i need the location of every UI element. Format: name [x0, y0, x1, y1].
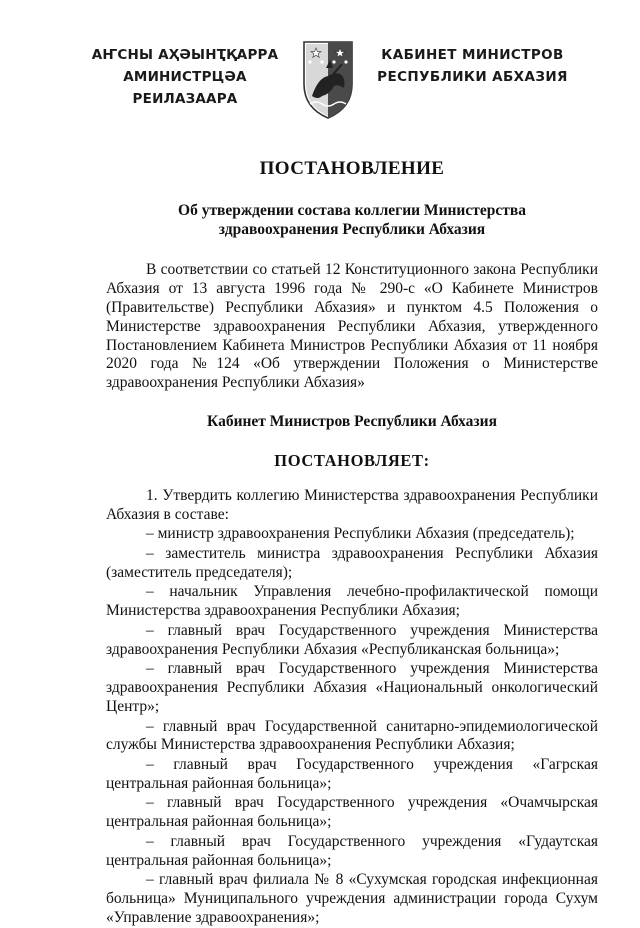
header-abkhaz-title [80, 44, 290, 110]
member-item: – министр здравоохранения Республики Абхазия (председатель); [146, 525, 575, 543]
issuer-heading: Кабинет Министров Республики Абхазия [207, 413, 497, 431]
header-left-line2: АМИНИСТРЦӘА РЕИЛАЗААРА [123, 69, 247, 107]
member-item: – главный врач Государственного учреждения Министерства здравоохранения Республики Абхазия «Республиканская больница»; [106, 621, 598, 658]
subtitle-line1: Об утверждении состава коллегии Министерства [178, 201, 526, 219]
document-subtitle [106, 201, 598, 239]
header-right-line2: РЕСПУБЛИКИ АБХАЗИЯ [377, 69, 568, 85]
member-item: – начальник Управления лечебно-профилактической помощи Министерства здравоохранения Республики Абхазия; [106, 583, 598, 620]
member-item: – главный врач Государственного учреждения «Очамчырская центральная районная больница»; [106, 794, 598, 831]
member-item: – главный врач Государственной санитарно-эпидемиологической службы Министерства здравоохранения Республики Абхазия; [106, 717, 598, 754]
preamble-paragraph: В соответствии со статьей 12 Конституционного закона Республики Абхазия от 13 августа 1996 года № 290-с «О Кабинете Министров (Правительстве) Республики Абхазия» и пунктом 4.5 Положения о Министерстве здравоохранения Республики Абхазия, утвержденного Постановлением Кабинета Министров Республики Абхазия от 11 ноября 2020 года №124 «Об утверждении Положения о Министерстве здравоохранения Республики Абхазия» [106, 260, 598, 392]
document-body [106, 160, 598, 928]
member-item: – главный врач Государственного учреждения Министерства здравоохранения Республики Абхазия «Национальный онкологический Центр»; [106, 660, 598, 715]
member-item: – главный врач филиала № 8 «Сухумская городская инфекционная больница» Муниципального учреждения администрации города Сухум «Управление здравоохранения»; [106, 871, 598, 926]
coat-of-arms-icon [300, 38, 356, 120]
header-right-line1: КАБИНЕТ МИНИСТРОВ [381, 47, 564, 63]
header-left-line1: АҤСНЫ АҲӘЫНҬҚАРРА [91, 47, 279, 63]
subtitle-line2: здравоохранения Республики Абхазия [218, 220, 486, 238]
member-item: – заместитель министра здравоохранения Республики Абхазия (заместитель председателя); [106, 544, 598, 581]
document-title: ПОСТАНОВЛЕНИЕ [259, 158, 445, 179]
member-item: – главный врач Государственного учреждения «Гудаутская центральная районная больница»; [106, 832, 598, 869]
member-item: – главный врач Государственного учреждения «Гагрская центральная районная больница»; [106, 755, 598, 792]
header-russian-title [370, 44, 575, 88]
decree-heading: ПОСТАНОВЛЯЕТ: [274, 451, 430, 471]
item-1: 1. Утвердить коллегию Министерства здравоохранения Республики Абхазия в составе: [106, 487, 598, 523]
